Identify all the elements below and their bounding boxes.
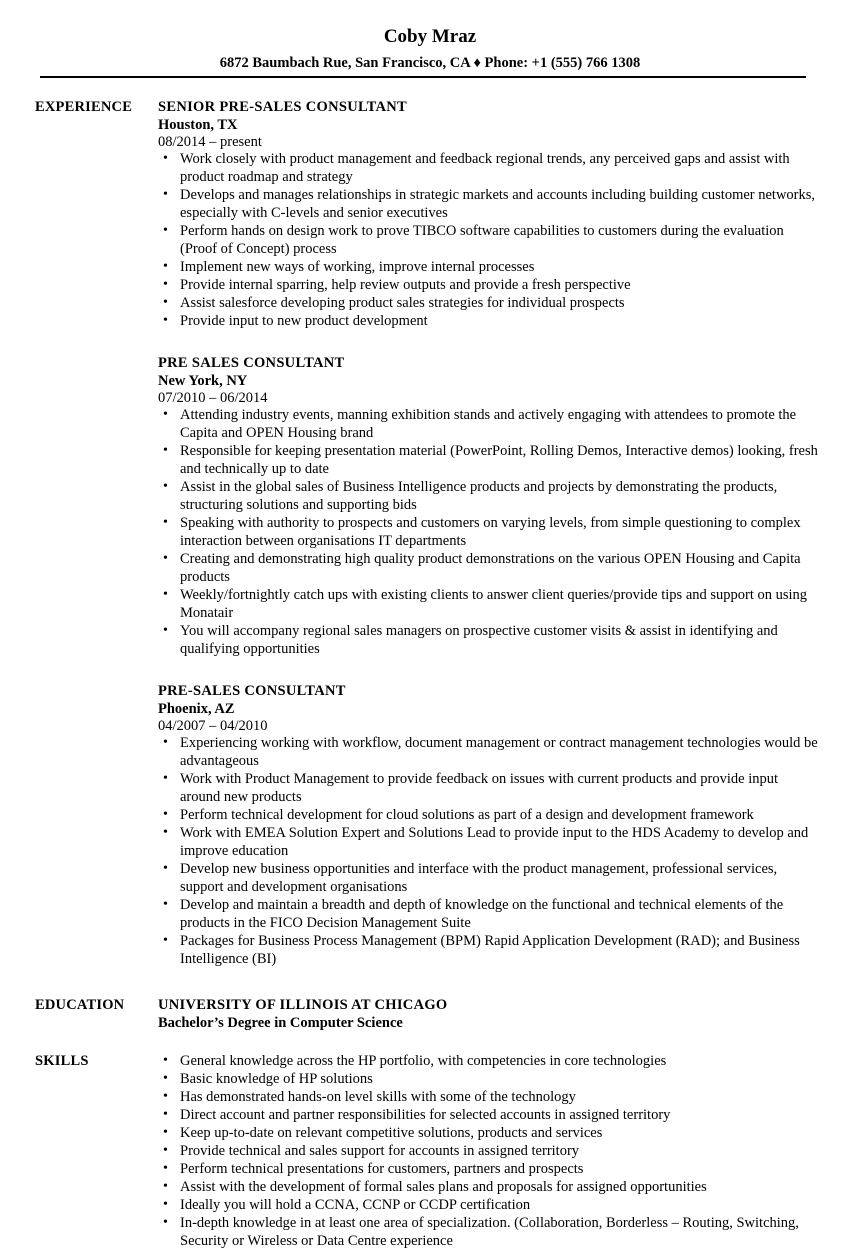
skill-item: • Perform technical presentations for customers, partners and prospects xyxy=(158,1160,820,1178)
skill-item: • Direct account and partner responsibilities for selected accounts in assigned territory xyxy=(158,1106,820,1124)
skills-heading: SKILLS xyxy=(35,1053,89,1069)
skills-list xyxy=(158,1052,820,1250)
skill-item: • General knowledge across the HP portfolio, with competencies in core technologies xyxy=(158,1052,820,1070)
skill-item: • Assist with the development of formal sales plans and proposals for assigned opportunities xyxy=(158,1178,820,1196)
job-bullet: • Implement new ways of working, improve internal processes xyxy=(158,258,820,276)
job-bullet: • Perform hands on design work to prove TIBCO software capabilities to customers during the evaluation (Proof of Concept) process xyxy=(158,222,820,258)
job-bullets xyxy=(158,150,820,330)
job-bullet: • Packages for Business Process Management (BPM) Rapid Application Development (RAD); and Business Intelligence (BI) xyxy=(158,932,820,968)
job-title: PRE-SALES CONSULTANT xyxy=(158,683,346,699)
job-entry xyxy=(158,354,820,658)
skill-item: • In-depth knowledge in at least one area of specialization. (Collaboration, Borderless – Routing, Switching, Security or Wireless or Data Centre experience xyxy=(158,1214,820,1250)
header-divider xyxy=(40,76,806,78)
resume-header xyxy=(0,0,860,72)
job-bullet: • Experiencing working with workflow, document management or contract management technologies would be advantageous xyxy=(158,734,820,770)
job-bullet: • Assist in the global sales of Business Intelligence products and projects by demonstrating the products, structuring solutions and supporting bids xyxy=(158,478,820,514)
job-bullet: • Creating and demonstrating high quality product demonstrations on the various OPEN Housing and Capita products xyxy=(158,550,820,586)
candidate-name: Coby Mraz xyxy=(383,26,477,47)
job-title: PRE SALES CONSULTANT xyxy=(158,355,345,371)
contact-line: 6872 Baumbach Rue, San Francisco, CA ♦ Phone: +1 (555) 766 1308 xyxy=(219,55,641,71)
skill-item: • Ideally you will hold a CCNA, CCNP or CCDP certification xyxy=(158,1196,820,1214)
job-location: Houston, TX xyxy=(158,117,238,133)
skill-item: • Has demonstrated hands-on level skills with some of the technology xyxy=(158,1088,820,1106)
job-bullet: • Work with EMEA Solution Expert and Solutions Lead to provide input to the HDS Academy to develop and improve education xyxy=(158,824,820,860)
skills-body xyxy=(158,1052,820,1250)
job-title: SENIOR PRE-SALES CONSULTANT xyxy=(158,99,408,115)
job-bullet: • You will accompany regional sales managers on prospective customer visits & assist in identifying and qualifying opportunities xyxy=(158,622,820,658)
job-bullet: • Provide input to new product development xyxy=(158,312,820,330)
experience-heading: EXPERIENCE xyxy=(35,99,133,115)
skill-item: • Basic knowledge of HP solutions xyxy=(158,1070,820,1088)
job-bullets xyxy=(158,734,820,968)
job-location: New York, NY xyxy=(158,373,248,389)
job-location: Phoenix, AZ xyxy=(158,701,235,717)
job-bullets xyxy=(158,406,820,658)
degree: Bachelor’s Degree in Computer Science xyxy=(158,1015,403,1031)
school-name: UNIVERSITY OF ILLINOIS AT CHICAGO xyxy=(158,997,448,1013)
job-bullet: • Work closely with product management and feedback regional trends, any perceived gaps and assist with product roadmap and strategy xyxy=(158,150,820,186)
job-bullet: • Develop and maintain a breadth and depth of knowledge on the functional and technical elements of the products in the FICO Decision Management Suite xyxy=(158,896,820,932)
job-dates: 08/2014 – present xyxy=(158,134,262,150)
job-bullet: • Perform technical development for cloud solutions as part of a design and development framework xyxy=(158,806,820,824)
job-entry xyxy=(158,98,820,330)
job-bullet: • Work with Product Management to provide feedback on issues with current products and provide input around new products xyxy=(158,770,820,806)
job-dates: 07/2010 – 06/2014 xyxy=(158,390,268,406)
job-bullet: • Speaking with authority to prospects and customers on varying levels, from simple questioning to complex interaction between organisations IT departments xyxy=(158,514,820,550)
job-bullet: • Develop new business opportunities and interface with the product management, professional services, support and development organisations xyxy=(158,860,820,896)
job-bullet: • Weekly/fortnightly catch ups with existing clients to answer client queries/provide tips and support on using Monatair xyxy=(158,586,820,622)
job-entry xyxy=(158,682,820,968)
education-body xyxy=(158,996,820,1032)
job-bullet: • Responsible for keeping presentation material (PowerPoint, Rolling Demos, Interactive demos) looking, fresh and technically up to date xyxy=(158,442,820,478)
skill-item: • Keep up-to-date on relevant competitive solutions, products and services xyxy=(158,1124,820,1142)
job-dates: 04/2007 – 04/2010 xyxy=(158,718,268,734)
job-bullet: • Develops and manages relationships in strategic markets and accounts including building customer networks, especially with C-levels and senior executives xyxy=(158,186,820,222)
job-bullet: • Attending industry events, manning exhibition stands and actively engaging with attendees to promote the Capita and OPEN Housing brand xyxy=(158,406,820,442)
education-heading: EDUCATION xyxy=(35,997,125,1013)
job-bullet: • Assist salesforce developing product sales strategies for individual prospects xyxy=(158,294,820,312)
skill-item: • Provide technical and sales support for accounts in assigned territory xyxy=(158,1142,820,1160)
job-bullet: • Provide internal sparring, help review outputs and provide a fresh perspective xyxy=(158,276,820,294)
